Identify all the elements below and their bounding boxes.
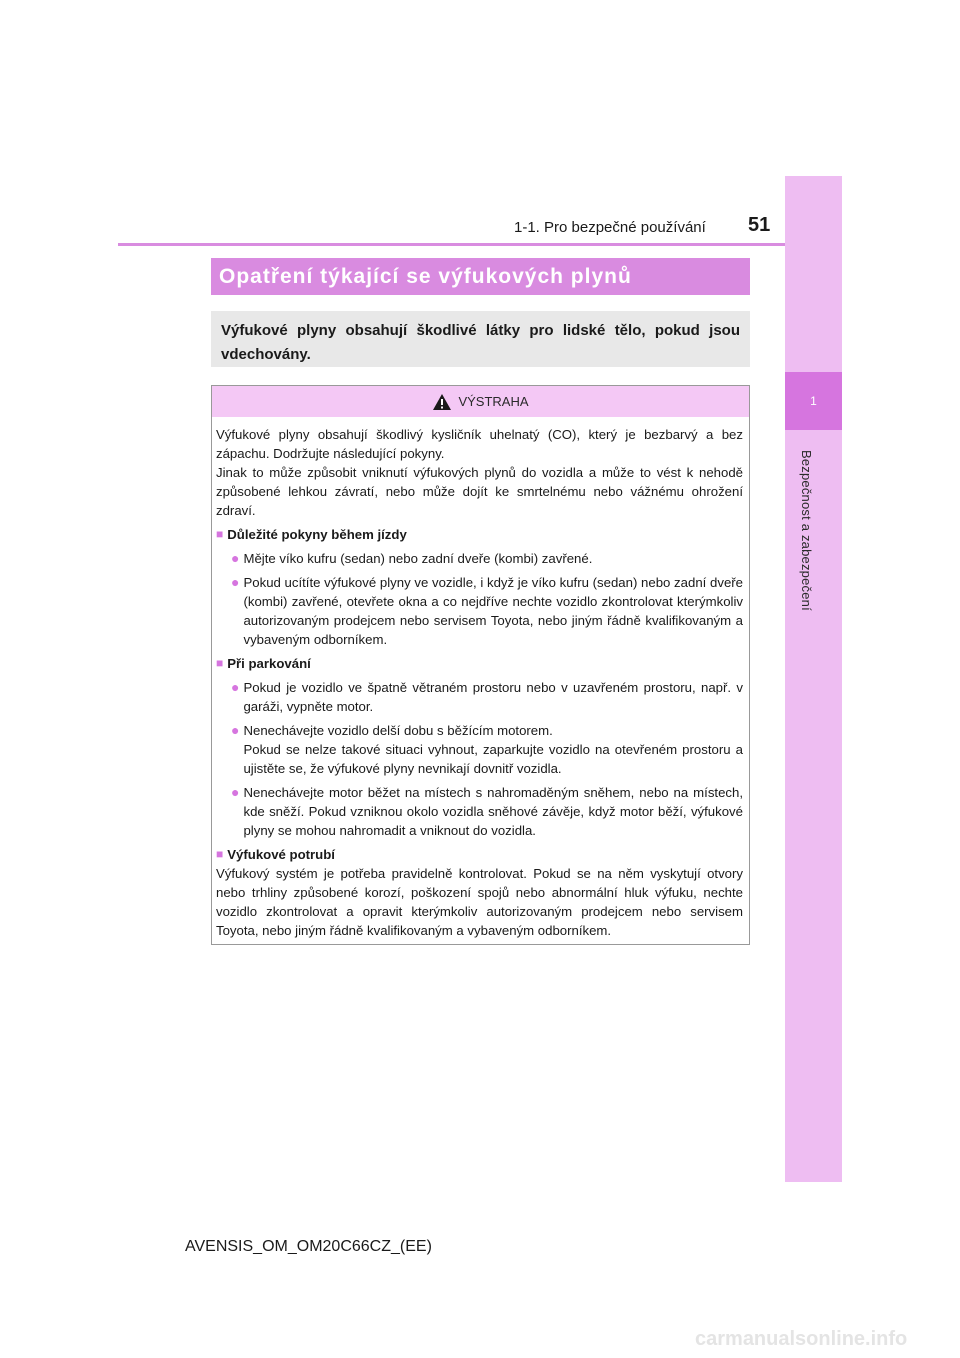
sub-heading-label: Důležité pokyny během jízdy: [227, 527, 407, 542]
round-bullet-icon: ●: [231, 722, 240, 738]
list-item: ● Pokud ucítíte výfukové plyny ve vozidle, i když je víko kufru (sedan) nebo zadní dveře (kombi) zavřené, otevřete okna a co nejdříve nechte vozidlo zkontrolovat kterýmkoliv autorizovaným prodejcem nebo servisem Toyota, nebo jiným řádně kvalifikovaným a vybaveným odborníkem.: [231, 574, 743, 647]
square-bullet-icon: ■: [216, 656, 224, 670]
chapter-number: 1: [785, 372, 842, 430]
bullet-line: Nenechávejte vozidlo delší dobu s běžícím motorem.: [243, 723, 553, 738]
section-title: 1-1. Pro bezpečné používání: [514, 219, 706, 236]
square-bullet-icon: ■: [216, 847, 224, 861]
sub-heading-label: Výfukové potrubí: [227, 847, 335, 862]
chapter-label: Bezpečnost a zabezpečení: [799, 450, 814, 611]
sub-heading-label: Při parkování: [227, 656, 311, 671]
list-item: ● Pokud je vozidlo ve špatně větraném prostoru nebo v uzavřeném prostoru, např. v garáži, vypněte motor.: [231, 679, 743, 714]
exhaust-paragraph: Výfukový systém je potřeba pravidelně kontrolovat. Pokud se na něm vyskytují otvory nebo trhliny způsobené korozí, poškození spojů nebo abnormální hluk výfuku, nechte vozidlo zkontrolovat a opravit kterýmkoliv autorizovaným prodejcem nebo servisem Toyota, nebo jiným řádně kvalifikovaným a vybaveným odborníkem.: [216, 866, 743, 938]
list-item: ● Mějte víko kufru (sedan) nebo zadní dveře (kombi) zavřené.: [231, 550, 593, 566]
warning-header: [212, 386, 749, 417]
round-bullet-icon: ●: [231, 550, 240, 566]
warning-intro-2: Jinak to může způsobit vniknutí výfukových plynů do vozidla a může to vést k nehodě způsobené lehkou závratí, nebo může dojít ke smrtelnému nebo vážnému ohrožení zdraví.: [216, 465, 743, 518]
sub-heading-driving: [216, 525, 743, 544]
sub-heading-exhaust: [216, 845, 743, 864]
square-bullet-icon: ■: [216, 527, 224, 541]
document-code: AVENSIS_OM_OM20C66CZ_(EE): [185, 1238, 432, 1255]
sub-heading-parking: [216, 654, 743, 673]
warning-box: [211, 385, 750, 945]
bullet-continuation: Pokud se nelze takové situaci vyhnout, zaparkujte vozidlo na otevřeném prostoru a ujistěte se, že výfukové plyny nevnikají dovnitř vozidla.: [243, 742, 743, 776]
chapter-side-tab: [785, 176, 842, 1182]
header-divider: [118, 243, 785, 246]
warning-body: [212, 417, 749, 940]
page-number: 51: [748, 214, 771, 236]
list-item: [231, 721, 743, 778]
warning-title: VÝSTRAHA: [458, 394, 529, 409]
watermark: carmanualsonline.info: [695, 1328, 908, 1350]
warning-intro-1: Výfukové plyny obsahují škodlivý kysličník uhelnatý (CO), který je bezbarvý a bez zápachu. Dodržujte následující pokyny.: [216, 427, 743, 461]
page-heading: Opatření týkající se výfukových plynů: [211, 258, 750, 295]
warning-triangle-icon: [432, 393, 452, 411]
list-item: ● Nenechávejte motor běžet na místech s nahromaděným sněhem, nebo na místech, kde sněží. Pokud vzniknou okolo vozidla sněhové závěje, když motor běží, výfukové plyny se mohou nahromadit a vniknout do vozidla.: [231, 784, 743, 838]
summary-box: Výfukové plyny obsahují škodlivé látky pro lidské tělo, pokud jsou vdechovány.: [211, 311, 750, 367]
round-bullet-icon: ●: [231, 574, 240, 590]
round-bullet-icon: ●: [231, 784, 240, 800]
round-bullet-icon: ●: [231, 679, 240, 695]
